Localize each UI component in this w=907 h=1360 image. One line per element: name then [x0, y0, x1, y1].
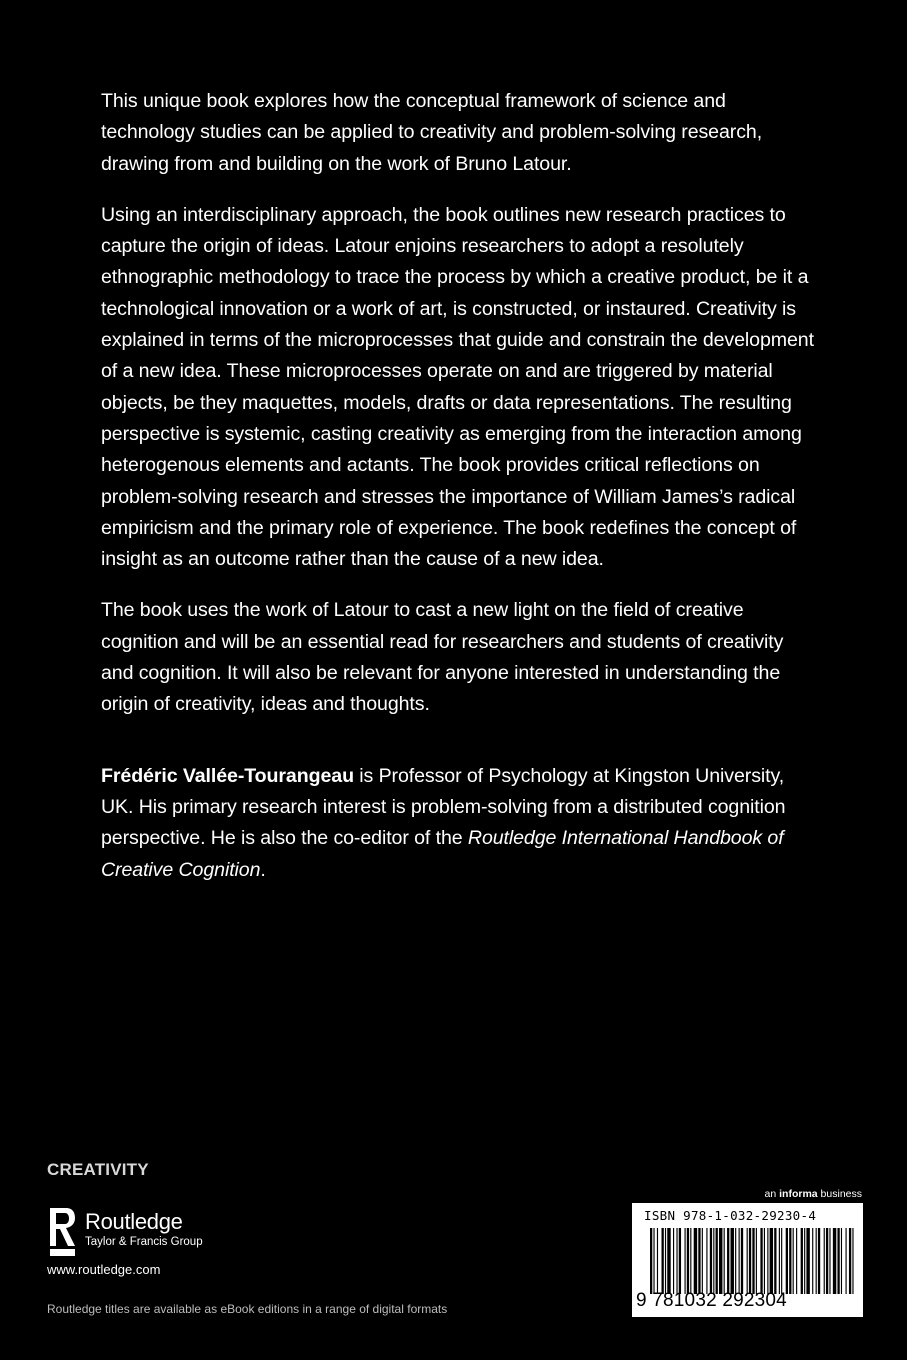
description-paragraph-1: This unique book explores how the conceptual framework of science and technology studies can be applied to creativity and problem-solving research, drawing from and building on the work of Bruno Latour. — [101, 90, 763, 175]
description-paragraph-3: The book uses the work of Latour to cast a new light on the field of creative cognition and will be an essential read for researchers and students of creativity and cognition. It will also be relevant for anyone interested in understanding the origin of creativity, ideas and thoughts. — [101, 599, 784, 716]
barcode-icon — [650, 1228, 854, 1294]
publisher-logo — [47, 1206, 203, 1258]
barcode-digits: 9 781032 292304 — [636, 1290, 787, 1311]
publisher-name: Routledge — [85, 1209, 183, 1234]
handbook-title: Routledge International Handbook of Creative Cognition — [101, 827, 784, 881]
description-paragraph-2: Using an interdisciplinary approach, the book outlines new research practices to capture the origin of ideas. Latour enjoins researchers to adopt a resolutely ethnographic methodology to trace the process by which a creative product, be it a technological innovation or a work of art, is constructed, or instaured. Creativity is explained in terms of the microprocesses that guide and constrain the development of a new idea. These microprocesses operate on and are triggered by material objects, be they maquettes, models, drafts or data representations. The resulting perspective is systemic, casting creativity as emerging from the interaction among heterogenous elements and actants. The book provides critical reflections on problem-solving research and stresses the importance of William James’s radical empiricism and the primary role of experience. The book redefines the concept of insight as an outcome rather than the cause of a new idea. — [101, 203, 814, 571]
back-cover-blurb — [101, 86, 821, 906]
ebook-note: Routledge titles are available as eBook editions in a range of digital formats — [47, 1302, 448, 1316]
routledge-logo-icon — [47, 1206, 77, 1258]
publisher-url: www.routledge.com — [47, 1262, 161, 1277]
author-bio — [101, 761, 821, 886]
informa-business-label — [765, 1188, 862, 1200]
author-name: Frédéric Vallée-Tourangeau — [101, 764, 354, 787]
subject-label: CREATIVITY — [47, 1160, 149, 1179]
informa-brand: informa — [779, 1188, 818, 1200]
author-bio-end: . — [260, 858, 266, 881]
isbn-barcode-panel — [632, 1203, 863, 1317]
informa-suffix: business — [817, 1188, 862, 1200]
publisher-group: Taylor & Francis Group — [85, 1236, 203, 1248]
author-bio-text: is Professor of Psychology at Kingston University, UK. His primary research interest is problem-solving from a distributed cognition perspective. He is also the co-editor of the — [101, 764, 786, 850]
isbn-label: ISBN 978-1-032-29230-4 — [644, 1208, 817, 1223]
informa-prefix: an — [764, 1188, 780, 1200]
